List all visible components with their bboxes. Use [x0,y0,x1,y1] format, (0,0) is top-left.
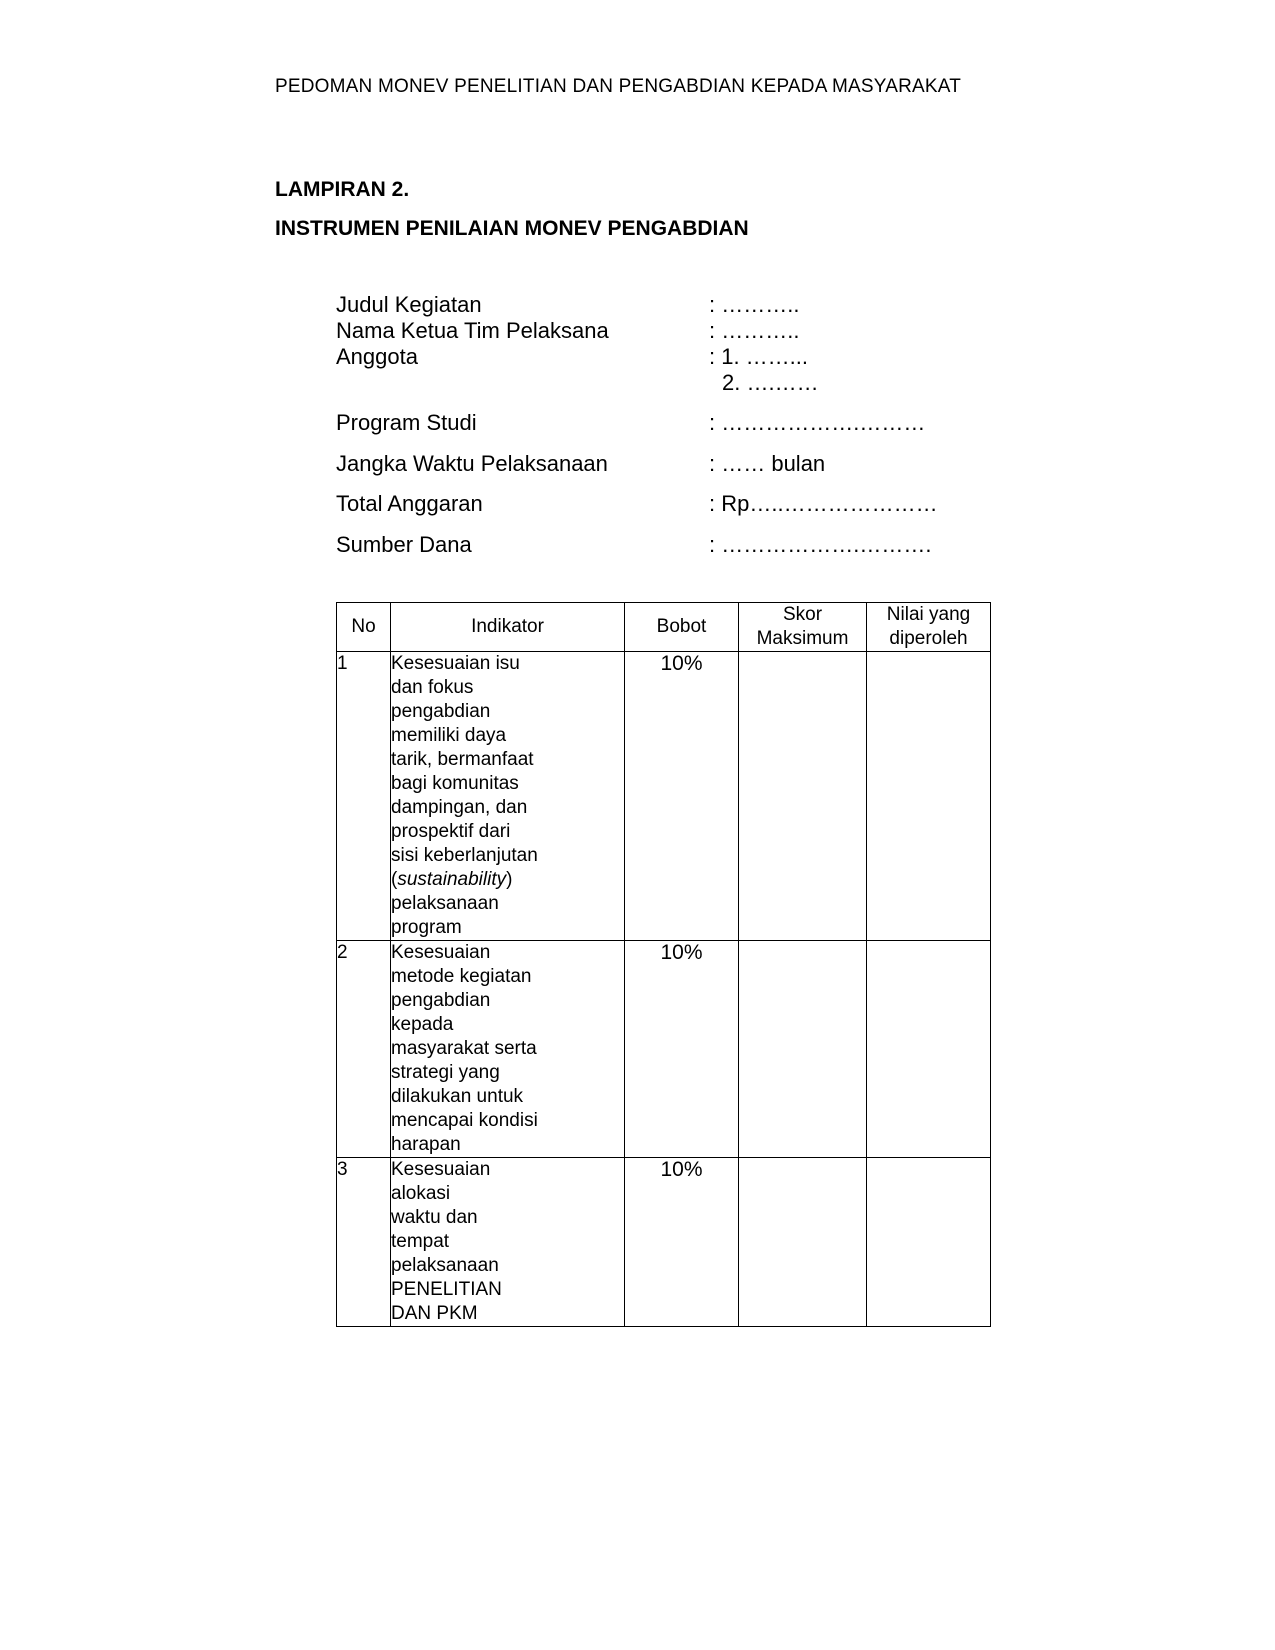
ketua-tim-label: Nama Ketua Tim Pelaksana [336,318,609,343]
row-bobot: 10% [625,941,739,1158]
row-indikator [391,941,625,1158]
judul-kegiatan-label: Judul Kegiatan [336,292,482,317]
row-number: 2 [337,941,391,1158]
table-row [337,941,991,1158]
row-number: 1 [337,652,391,941]
anggota-label: Anggota [336,344,418,369]
row-skor-maksimum[interactable] [739,1158,867,1327]
indikator-text: Kesesuaian alokasi waktu dan tempat pelaksanaan PENELITIAN DAN PKM [391,1159,502,1324]
table-row [337,652,991,941]
row-nilai-diperoleh[interactable] [867,941,991,1158]
sumber-dana-label: Sumber Dana [336,532,472,557]
row-bobot: 10% [625,1158,739,1327]
indikator-text: Kesesuaian metode kegiatan pengabdian kepada masyarakat serta strategi yang dilakukan untuk mencapai kondisi harapan [391,942,538,1155]
row-nilai-diperoleh[interactable] [867,652,991,941]
document-title: INSTRUMEN PENILAIAN MONEV PENGABDIAN [275,217,749,240]
header-indikator: Indikator [391,603,625,652]
row-indikator [391,1158,625,1327]
sumber-dana-value: : ……………….………. [709,532,932,557]
indikator-text: ) pelaksanaan program [391,869,513,938]
header-bobot: Bobot [625,603,739,652]
header-nilai-diperoleh: Nilai yang diperoleh [867,603,991,652]
appendix-label: LAMPIRAN 2. [275,178,410,201]
row-number: 3 [337,1158,391,1327]
judul-kegiatan-value: : ……….. [709,292,800,317]
row-skor-maksimum[interactable] [739,941,867,1158]
header-no: No [337,603,391,652]
total-anggaran-label: Total Anggaran [336,491,483,516]
row-nilai-diperoleh[interactable] [867,1158,991,1327]
row-indikator [391,652,625,941]
indikator-emphasis: sustainability [397,869,507,890]
total-anggaran-value: : Rp…..………………… [709,491,938,516]
jangka-waktu-value: : …… bulan [709,451,826,476]
table-header-row [337,603,991,652]
jangka-waktu-label: Jangka Waktu Pelaksanaan [336,451,608,476]
row-bobot: 10% [625,652,739,941]
running-header: PEDOMAN MONEV PENELITIAN DAN PENGABDIAN KEPADA MASYARAKAT [275,76,962,97]
table-row [337,1158,991,1327]
indikator-text: Kesesuaian isu dan fokus pengabdian memiliki daya tarik, bermanfaat bagi komunitas dampingan, dan prospektif dari sisi keberlanjutan ( [391,653,538,890]
program-studi-label: Program Studi [336,410,477,435]
header-skor-maksimum: Skor Maksimum [739,603,867,652]
program-studi-value: : ……………….……… [709,410,926,435]
anggota-value-2: 2. ….…… [722,370,819,395]
anggota-value-1: : 1. ……... [709,344,809,369]
assessment-table [336,602,991,1327]
ketua-tim-value: : ……….. [709,318,800,343]
row-skor-maksimum[interactable] [739,652,867,941]
